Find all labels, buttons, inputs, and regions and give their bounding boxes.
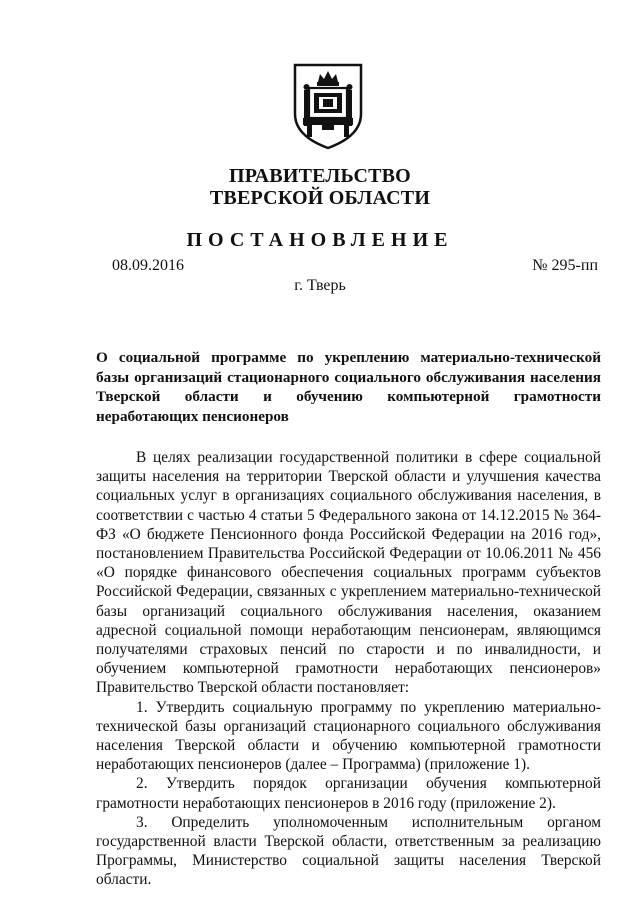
- document-type: ПОСТАНОВЛЕНИЕ: [186, 229, 454, 251]
- document-body: [96, 448, 601, 890]
- org-name-line-1: ПРАВИТЕЛЬСТВО: [229, 165, 411, 187]
- coat-of-arms-icon: [292, 62, 364, 150]
- body-paragraph-1: 1. Утвердить социальную программу по укреплению материально-технической базы организаций стационарного социального обслуживания населения Тверской области и обучению компьютерной грамотности неработающих пенсионеров (далее – Программа) (приложение 1).: [96, 698, 601, 774]
- org-name-line-2: ТВЕРСКОЙ ОБЛАСТИ: [209, 187, 431, 209]
- body-paragraph-3: 3. Определить уполномоченным исполнительным органом государственной власти Тверской области, ответственным за реализацию Программы, Министерство социальной защиты населения Тверской области.: [96, 813, 601, 889]
- body-paragraph-preamble: В целях реализации государственной политики в сфере социальной защиты населения на территории Тверской области и улучшения качества социальных услуг в организациях социального обслуживания населения, в соответствии с частью 4 статьи 5 Федерального закона от 14.12.2015 № 364-ФЗ «О бюджете Пенсионного фонда Российской Федерации на 2016 год», постановлением Правительства Российской Федерации от 10.06.2011 № 456 «О порядке финансового обеспечения социальных программ субъектов Российской Федерации, связанных с укреплением материально-технической базы организаций социального обслуживания населения, оказанием адресной социальной помощи неработающим пенсионерам, являющимся получателями страховых пенсий по старости и по инвалидности, и обучением компьютерной грамотности неработающих пенсионеров» Правительство Тверской области постановляет:: [96, 449, 601, 697]
- document-city: г. Тверь: [294, 277, 346, 294]
- document-title: О социальной программе по укреплению материально-технической базы организаций стационарного социального обслуживания населения Тверской области и обучению компьютерной грамотности неработающих пенсионеров: [96, 349, 601, 425]
- document-date: 08.09.2016: [112, 257, 184, 274]
- body-paragraph-2: 2. Утвердить порядок организации обучения компьютерной грамотности неработающих пенсионеров в 2016 году (приложение 2).: [96, 775, 601, 812]
- document-number: № 295-пп: [532, 257, 598, 274]
